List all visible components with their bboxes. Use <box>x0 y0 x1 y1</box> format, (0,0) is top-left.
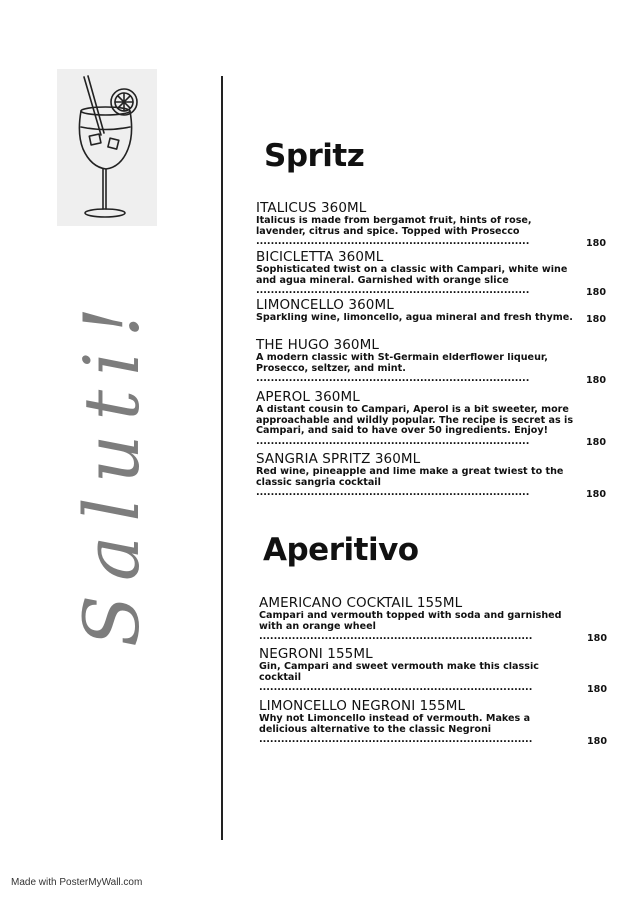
menu-item-price: 180 <box>583 736 607 746</box>
menu-item <box>259 646 607 698</box>
menu-item-description: Italicus is made from bergamot fruit, hints of rose, lavender, citrus and spice. Topped with Prosecco ..... <box>256 216 606 248</box>
menu-item-name: BICICLETTA 360ML <box>256 249 384 265</box>
menu-item-description: Sophisticated twist on a classic with Campari, white wine and agua mineral. Garnished with orange slice ..... <box>256 265 606 297</box>
menu-item <box>256 337 606 389</box>
menu-item-price: 180 <box>582 314 606 324</box>
menu-item-name: APEROL 360ML <box>256 389 360 405</box>
menu-list-spritz <box>256 200 606 499</box>
menu-item-price: 180 <box>582 489 606 499</box>
menu-item-price: 180 <box>582 437 606 447</box>
menu-item-description: Why not Limoncello instead of vermouth. Makes a delicious alternative to the classic Negroni ..... <box>259 714 607 746</box>
menu-item-name: ITALICUS 360ML <box>256 200 367 216</box>
menu-item-description: A distant cousin to Campari, Aperol is a bit sweeter, more approachable and wildly popular. The recipe is secret as is Campari, and said to have over 50 ingredients. Enjoy! ..... <box>256 405 606 447</box>
menu-item-price: 180 <box>583 633 607 643</box>
menu-item <box>256 389 606 451</box>
menu-item-name: LIMONCELLO NEGRONI 155ML <box>259 698 466 714</box>
menu-item-name: THE HUGO 360ML <box>256 337 379 353</box>
menu-item-price: 180 <box>582 287 606 297</box>
section-title-aperitivo: Aperitivo <box>263 532 419 568</box>
menu-item-name: AMERICANO COCKTAIL 155ML <box>259 595 463 611</box>
footer-credit: Made with PosterMyWall.com <box>11 877 143 888</box>
menu-item-price: 180 <box>582 238 606 248</box>
menu-item-description: Sparkling wine, limoncello, agua mineral and fresh thyme. <box>256 313 573 323</box>
menu-item-description: Campari and vermouth topped with soda and garnished with an orange wheel ..... <box>259 611 607 643</box>
script-title: Saluti! <box>67 292 156 648</box>
cocktail-glass-icon <box>57 69 157 226</box>
section-title-spritz: Spritz <box>264 138 365 174</box>
menu-item <box>256 249 606 297</box>
menu-list-aperitivo <box>259 595 607 746</box>
menu-item-name: SANGRIA SPRITZ 360ML <box>256 451 421 467</box>
menu-item <box>256 451 606 499</box>
vertical-divider <box>221 76 223 840</box>
menu-item <box>259 595 607 646</box>
menu-item-description: Red wine, pineapple and lime make a great twiest to the classic sangria cocktail ..... <box>256 467 606 499</box>
menu-item <box>256 297 606 337</box>
menu-item-price: 180 <box>582 375 606 385</box>
menu-item-description: Gin, Campari and sweet vermouth make this classic cocktail ..... <box>259 662 607 694</box>
menu-item <box>259 698 607 746</box>
menu-item-name: LIMONCELLO 360ML <box>256 297 394 313</box>
menu-item-name: NEGRONI 155ML <box>259 646 373 662</box>
menu-item <box>256 200 606 249</box>
menu-item-description: A modern classic with St-Germain elderflower liqueur, Prosecco, seltzer, and mint. ..... <box>256 353 606 385</box>
menu-item-price: 180 <box>583 684 607 694</box>
